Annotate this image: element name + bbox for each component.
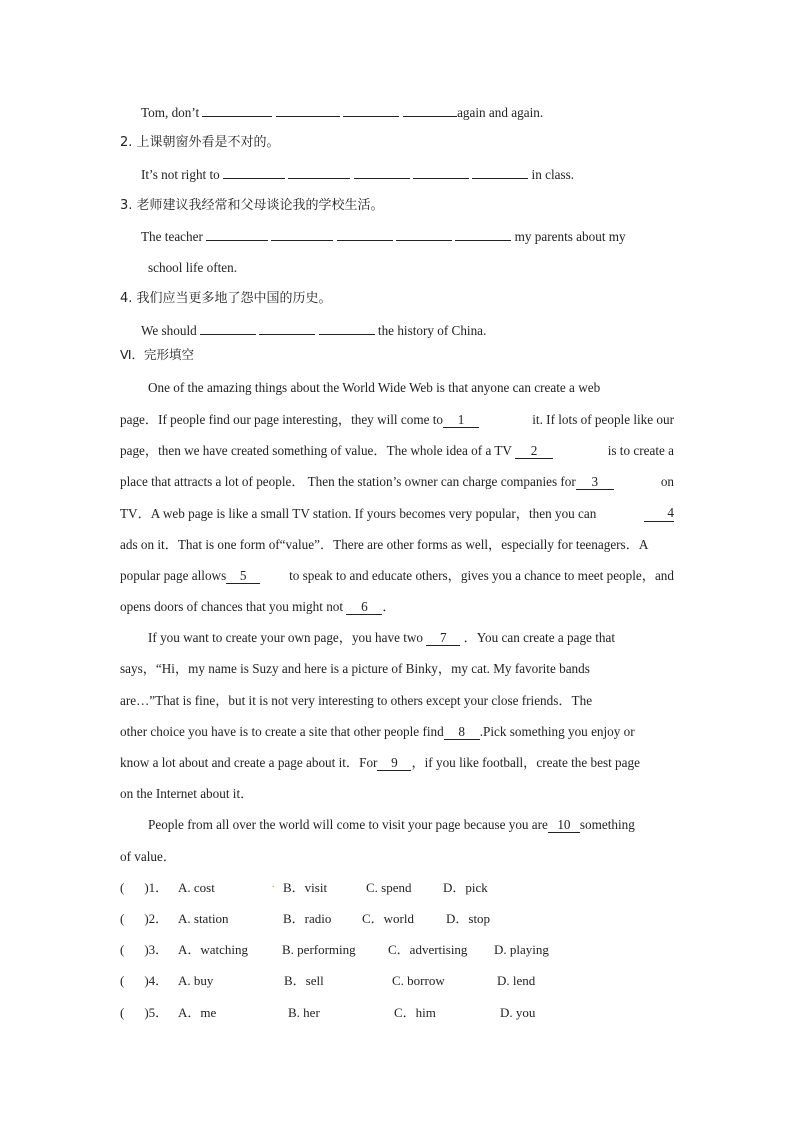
item2-prefix: It’s not right to — [141, 167, 220, 182]
p2-line1-text-a: If you want to create your own page，you have two — [148, 630, 424, 645]
answer-paren[interactable]: ( — [120, 973, 125, 988]
question-number: )4． — [144, 973, 169, 988]
option-b[interactable]: B．visit — [283, 880, 328, 895]
answer-paren[interactable]: ( — [120, 911, 125, 926]
p2-line6: on the Internet about it． — [120, 786, 254, 801]
answer-blank[interactable] — [206, 228, 268, 241]
answer-blank[interactable] — [200, 322, 256, 335]
answer-blank[interactable] — [223, 166, 285, 179]
item2-suffix: in class. — [531, 167, 575, 182]
option-d[interactable]: D. playing — [494, 942, 549, 957]
item4-sentence — [141, 322, 486, 339]
p1-line2 — [120, 412, 674, 428]
item4-number: 4. — [120, 291, 133, 306]
item3-line2: school life often. — [148, 260, 237, 275]
question-number: )3． — [144, 942, 169, 957]
option-a[interactable]: A. buy — [178, 973, 214, 988]
question-number: )5． — [144, 1005, 169, 1020]
answer-blank[interactable] — [396, 228, 452, 241]
question-row — [120, 1005, 168, 1021]
p1-line8-text-a: opens doors of chances that you might not — [120, 599, 344, 614]
item4-chinese-text: 我们应当更多地了怨中国的历史。 — [136, 291, 332, 306]
p1-line7-text-a: popular page allows — [120, 568, 227, 583]
p2-line3: are…”That is fine，but it is not very interesting to others except your close friends．The — [120, 693, 593, 708]
option-b[interactable]: B. performing — [282, 942, 356, 957]
p1-line6 — [120, 537, 674, 553]
p1-line1 — [148, 380, 674, 396]
item2-chinese-text: 上课朝窗外看是不对的。 — [136, 135, 280, 150]
p1-line3-text-b: is to create a — [607, 443, 674, 458]
p1-line2-text-b: it. If lots of people like our — [532, 412, 674, 427]
p1-line7-text-b: to speak to and educate others，gives you a chance to meet people，and — [289, 568, 674, 583]
p2-line1-text-b: ．You can create a page that — [463, 630, 615, 645]
question-row — [120, 911, 168, 927]
cloze-blank-5[interactable]: 5 — [226, 569, 260, 584]
item3-chinese-text: 老师建议我经常和父母谈论我的学校生活。 — [136, 198, 384, 213]
item2-number: 2. — [120, 135, 133, 150]
option-a[interactable]: A．me — [178, 1005, 217, 1020]
option-c[interactable]: C．him — [394, 1005, 436, 1020]
cloze-blank-3[interactable]: 3 — [576, 475, 614, 490]
option-c[interactable]: C. spend — [366, 880, 412, 895]
p1-line8 — [120, 599, 396, 615]
p2-line5-text-b: ，if you like football，create the best page — [411, 755, 640, 770]
p1-line1-text: One of the amazing things about the World Wide Web is that anyone can create a web — [148, 380, 601, 395]
answer-blank[interactable] — [403, 104, 457, 117]
p1-line3 — [120, 443, 674, 459]
p2-line5-text-a: know a lot about and create a page about it．For — [120, 755, 378, 770]
p2-line5 — [120, 755, 674, 771]
answer-blank[interactable] — [319, 322, 375, 335]
p3-line1-text-b: something — [579, 817, 635, 832]
answer-blank[interactable] — [343, 104, 399, 117]
answer-blank[interactable] — [271, 228, 333, 241]
option-d[interactable]: D. you — [500, 1005, 536, 1020]
p2-line1 — [148, 630, 615, 646]
p1-line5-text: TV．A web page is like a small TV station. If yours becomes very popular，then you can — [120, 506, 597, 521]
question-row — [120, 973, 168, 989]
item3-chinese — [120, 198, 384, 214]
cloze-blank-1[interactable]: 1 — [443, 413, 479, 428]
cloze-blank-8[interactable]: 8 — [444, 725, 480, 740]
p1-line4-text-b: on — [660, 474, 674, 489]
item3-suffix: my parents about my — [514, 229, 626, 244]
cloze-blank-7[interactable]: 7 — [426, 631, 460, 646]
answer-paren[interactable]: ( — [120, 880, 125, 895]
option-a[interactable]: A．watching — [178, 942, 249, 957]
question-number: )1． — [144, 880, 169, 895]
p2-line4 — [120, 724, 674, 740]
p1-line4 — [120, 474, 674, 490]
answer-blank[interactable] — [202, 104, 272, 117]
item1-sentence — [141, 104, 543, 121]
item3-sentence — [141, 228, 626, 245]
cloze-blank-4[interactable]: 4 — [644, 506, 674, 522]
dot-mark: . — [272, 879, 275, 890]
option-c[interactable]: C．world — [362, 911, 415, 926]
p2-line4-text-a: other choice you have is to create a site that other people find — [120, 724, 444, 739]
p2-line4-text-b: .Pick something you enjoy or — [479, 724, 635, 739]
answer-paren[interactable]: ( — [120, 1005, 125, 1020]
p3-line2: of value． — [120, 849, 177, 864]
item2-sentence — [141, 166, 574, 183]
option-c[interactable]: C．advertising — [388, 942, 468, 957]
p3-line1-text-a: People from all over the world will come to visit your page because you are — [148, 817, 548, 832]
answer-blank[interactable] — [276, 104, 340, 117]
cloze-blank-2[interactable]: 2 — [515, 444, 553, 459]
answer-blank[interactable] — [337, 228, 393, 241]
option-d[interactable]: D．pick — [443, 880, 488, 895]
answer-blank[interactable] — [259, 322, 315, 335]
cloze-blank-6[interactable]: 6 — [346, 600, 382, 615]
item3-prefix: The teacher — [141, 229, 203, 244]
answer-blank[interactable] — [455, 228, 511, 241]
p1-line6-text: ads on it．That is one form of“value”．There are other forms as well，especially for teenagers．A — [120, 537, 649, 552]
option-b[interactable]: B. her — [288, 1005, 320, 1020]
option-c[interactable]: C. borrow — [392, 973, 445, 988]
option-b[interactable]: B．sell — [284, 973, 324, 988]
cloze-blank-9[interactable]: 9 — [377, 756, 411, 771]
item1-suffix: again and again. — [457, 105, 544, 120]
p1-line3-text-a: page，then we have created something of value．The whole idea of a TV — [120, 443, 512, 458]
item3-number: 3. — [120, 198, 133, 213]
option-d[interactable]: D．stop — [446, 911, 491, 926]
p2-line2: says，“Hi，my name is Suzy and here is a picture of Binky，my cat. My favorite bands — [120, 661, 590, 676]
p3-line1 — [148, 817, 674, 833]
answer-blank[interactable] — [413, 166, 469, 179]
item2-chinese — [120, 135, 280, 151]
answer-blank[interactable] — [354, 166, 410, 179]
item4-prefix: We should — [141, 323, 197, 338]
item4-suffix: the history of China. — [377, 323, 487, 338]
item4-chinese — [120, 291, 332, 307]
p1-line2-text-a: page．If people find our page interesting，they will come to — [120, 412, 443, 427]
section-heading: Ⅵ．完形填空 — [120, 347, 195, 362]
p1-line8-text-b: ． — [382, 599, 396, 614]
option-a[interactable]: A. station — [178, 911, 229, 926]
option-b[interactable]: B．radio — [283, 911, 332, 926]
answer-blank[interactable] — [288, 166, 350, 179]
answer-paren[interactable]: ( — [120, 942, 125, 957]
option-a[interactable]: A. cost — [178, 880, 215, 895]
question-number: )2． — [144, 911, 169, 926]
question-row — [120, 880, 168, 896]
cloze-blank-10[interactable]: 10 — [548, 818, 580, 833]
p1-line4-text-a: place that attracts a lot of people． Then the station’s owner can charge companies for — [120, 474, 576, 489]
question-row — [120, 942, 168, 958]
p1-line5 — [120, 506, 674, 522]
p1-line7 — [120, 568, 674, 584]
option-d[interactable]: D. lend — [497, 973, 536, 988]
answer-blank[interactable] — [472, 166, 528, 179]
item1-prefix: Tom, don’t — [141, 105, 200, 120]
